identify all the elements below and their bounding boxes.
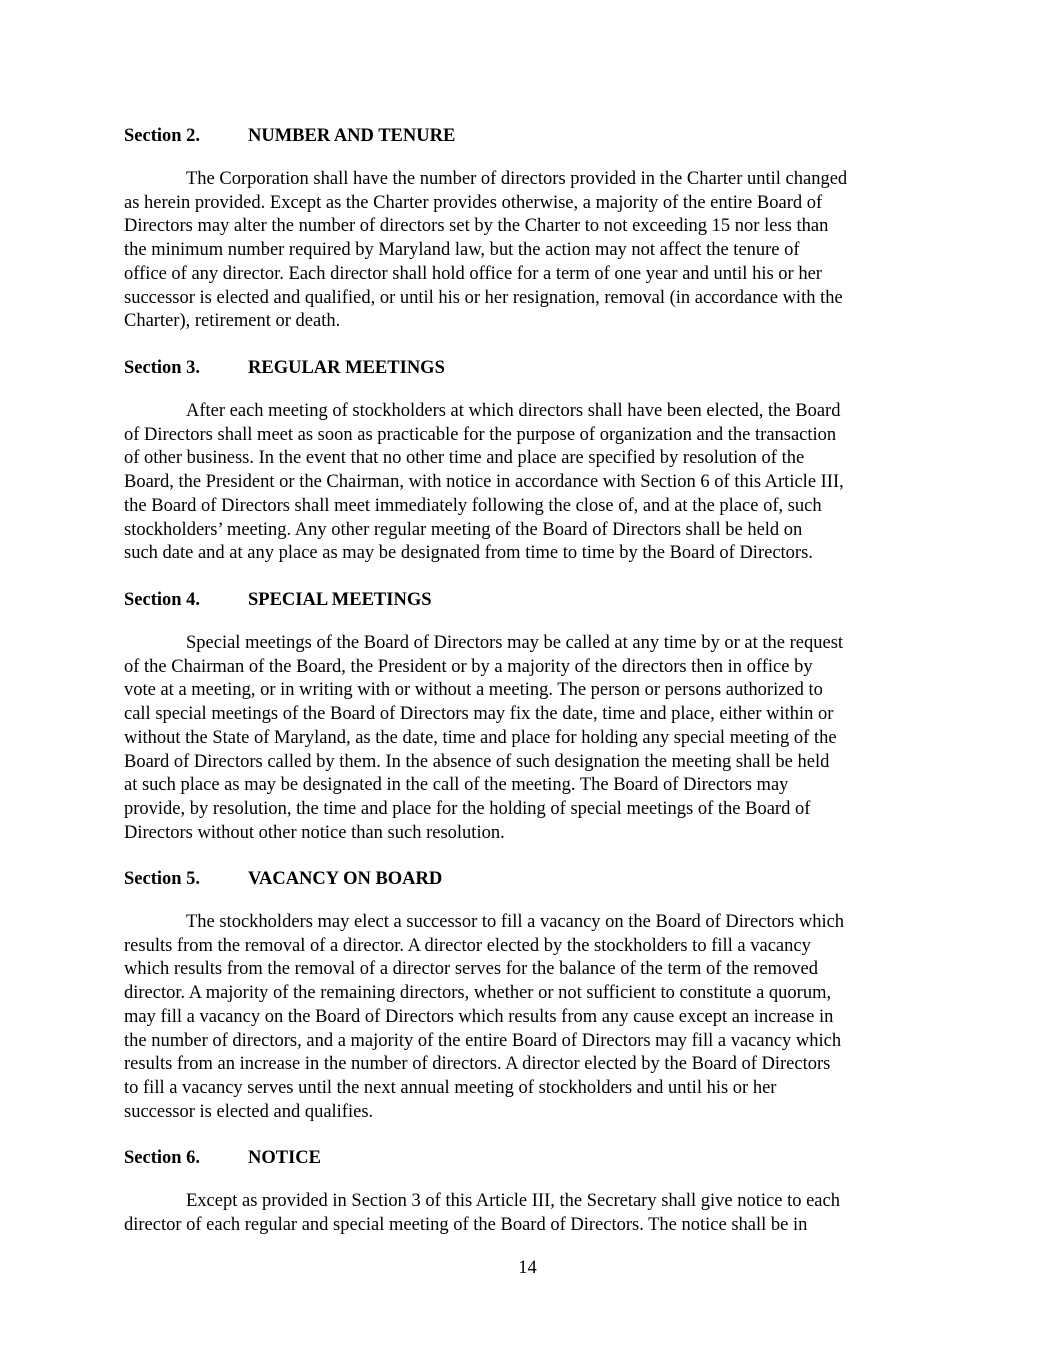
paragraph-line: as herein provided. Except as the Charter provides otherwise, a majority of the entire Board of bbox=[124, 192, 823, 213]
section-number: Section 5. bbox=[124, 869, 201, 889]
paragraph-line: the number of directors, and a majority of the entire Board of Directors may fill a vacancy which bbox=[124, 1030, 842, 1051]
section-number: Section 4. bbox=[124, 590, 201, 610]
paragraph-line: at such place as may be designated in the call of the meeting. The Board of Directors may bbox=[124, 775, 789, 796]
section-4 bbox=[124, 588, 944, 845]
section-title: NOTICE bbox=[248, 1148, 321, 1168]
page-number: 14 bbox=[518, 1258, 537, 1278]
paragraph-line: call special meetings of the Board of Directors may fix the date, time and place, either within or bbox=[124, 704, 834, 725]
paragraph-line: such date and at any place as may be designated from time to time by the Board of Directors. bbox=[124, 543, 813, 564]
section-paragraph bbox=[124, 911, 944, 1124]
section-paragraph bbox=[124, 1190, 944, 1237]
section-3 bbox=[124, 356, 944, 566]
paragraph-line: results from the removal of a director. A director elected by the stockholders to fill a vacancy bbox=[124, 935, 811, 956]
section-heading bbox=[124, 588, 944, 612]
section-number: Section 3. bbox=[124, 358, 201, 378]
section-paragraph bbox=[124, 168, 944, 334]
section-number: Section 2. bbox=[124, 126, 201, 146]
paragraph-line: vote at a meeting, or in writing with or without a meeting. The person or persons authorized to bbox=[124, 680, 823, 701]
paragraph-line: of Directors shall meet as soon as practicable for the purpose of organization and the transaction bbox=[124, 424, 837, 445]
section-title: VACANCY ON BOARD bbox=[248, 869, 443, 889]
section-heading bbox=[124, 124, 944, 148]
paragraph-line: provide, by resolution, the time and place for the holding of special meetings of the Board of bbox=[124, 798, 811, 819]
section-paragraph bbox=[124, 400, 944, 566]
paragraph-line: Directors may alter the number of directors set by the Charter to not exceeding 15 nor less than bbox=[124, 216, 829, 237]
paragraph-line: may fill a vacancy on the Board of Directors which results from any cause except an increase in bbox=[124, 1006, 834, 1027]
paragraph-line: The Corporation shall have the number of directors provided in the Charter until changed bbox=[186, 169, 848, 189]
section-title: SPECIAL MEETINGS bbox=[248, 590, 432, 610]
paragraph-line: Except as provided in Section 3 of this Article III, the Secretary shall give notice to each bbox=[186, 1191, 840, 1211]
section-6 bbox=[124, 1146, 944, 1237]
paragraph-line: Directors without other notice than such resolution. bbox=[124, 822, 505, 843]
section-number: Section 6. bbox=[124, 1148, 201, 1168]
paragraph-line: to fill a vacancy serves until the next annual meeting of stockholders and until his or her bbox=[124, 1077, 777, 1098]
paragraph-line: successor is elected and qualifies. bbox=[124, 1101, 374, 1122]
paragraph-line: which results from the removal of a director serves for the balance of the term of the removed bbox=[124, 959, 818, 980]
paragraph-line: without the State of Maryland, as the date, time and place for holding any special meeting of the bbox=[124, 727, 837, 748]
section-heading bbox=[124, 1146, 944, 1170]
paragraph-line: After each meeting of stockholders at which directors shall have been elected, the Board bbox=[186, 401, 841, 421]
section-2 bbox=[124, 124, 944, 334]
paragraph-line: of other business. In the event that no other time and place are specified by resolution of the bbox=[124, 448, 805, 469]
section-title: REGULAR MEETINGS bbox=[248, 358, 445, 378]
paragraph-line: Board, the President or the Chairman, with notice in accordance with Section 6 of this Article III, bbox=[124, 472, 844, 493]
paragraph-line: Special meetings of the Board of Directors may be called at any time by or at the request bbox=[186, 633, 844, 653]
paragraph-line: the Board of Directors shall meet immediately following the close of, and at the place of, such bbox=[124, 495, 822, 516]
paragraph-line: office of any director. Each director shall hold office for a term of one year and until his or her bbox=[124, 263, 822, 284]
paragraph-line: successor is elected and qualified, or until his or her resignation, removal (in accordance with the bbox=[124, 287, 843, 308]
section-paragraph bbox=[124, 632, 944, 845]
paragraph-line: Board of Directors called by them. In the absence of such designation the meeting shall be held bbox=[124, 751, 830, 772]
section-5 bbox=[124, 867, 944, 1124]
paragraph-line: Charter), retirement or death. bbox=[124, 311, 341, 332]
section-heading bbox=[124, 867, 944, 891]
paragraph-line: director of each regular and special meeting of the Board of Directors. The notice shall be in bbox=[124, 1214, 808, 1235]
paragraph-line: director. A majority of the remaining directors, whether or not sufficient to constitute a quorum, bbox=[124, 983, 832, 1004]
section-title: NUMBER AND TENURE bbox=[248, 126, 456, 146]
paragraph-line: The stockholders may elect a successor to fill a vacancy on the Board of Directors which bbox=[186, 912, 845, 932]
paragraph-line: results from an increase in the number of directors. A director elected by the Board of Directors bbox=[124, 1054, 831, 1075]
paragraph-line: of the Chairman of the Board, the President or by a majority of the directors then in office by bbox=[124, 656, 813, 677]
paragraph-line: the minimum number required by Maryland law, but the action may not affect the tenure of bbox=[124, 240, 800, 261]
paragraph-line: stockholders’ meeting. Any other regular meeting of the Board of Directors shall be held on bbox=[124, 519, 803, 540]
section-heading bbox=[124, 356, 944, 380]
